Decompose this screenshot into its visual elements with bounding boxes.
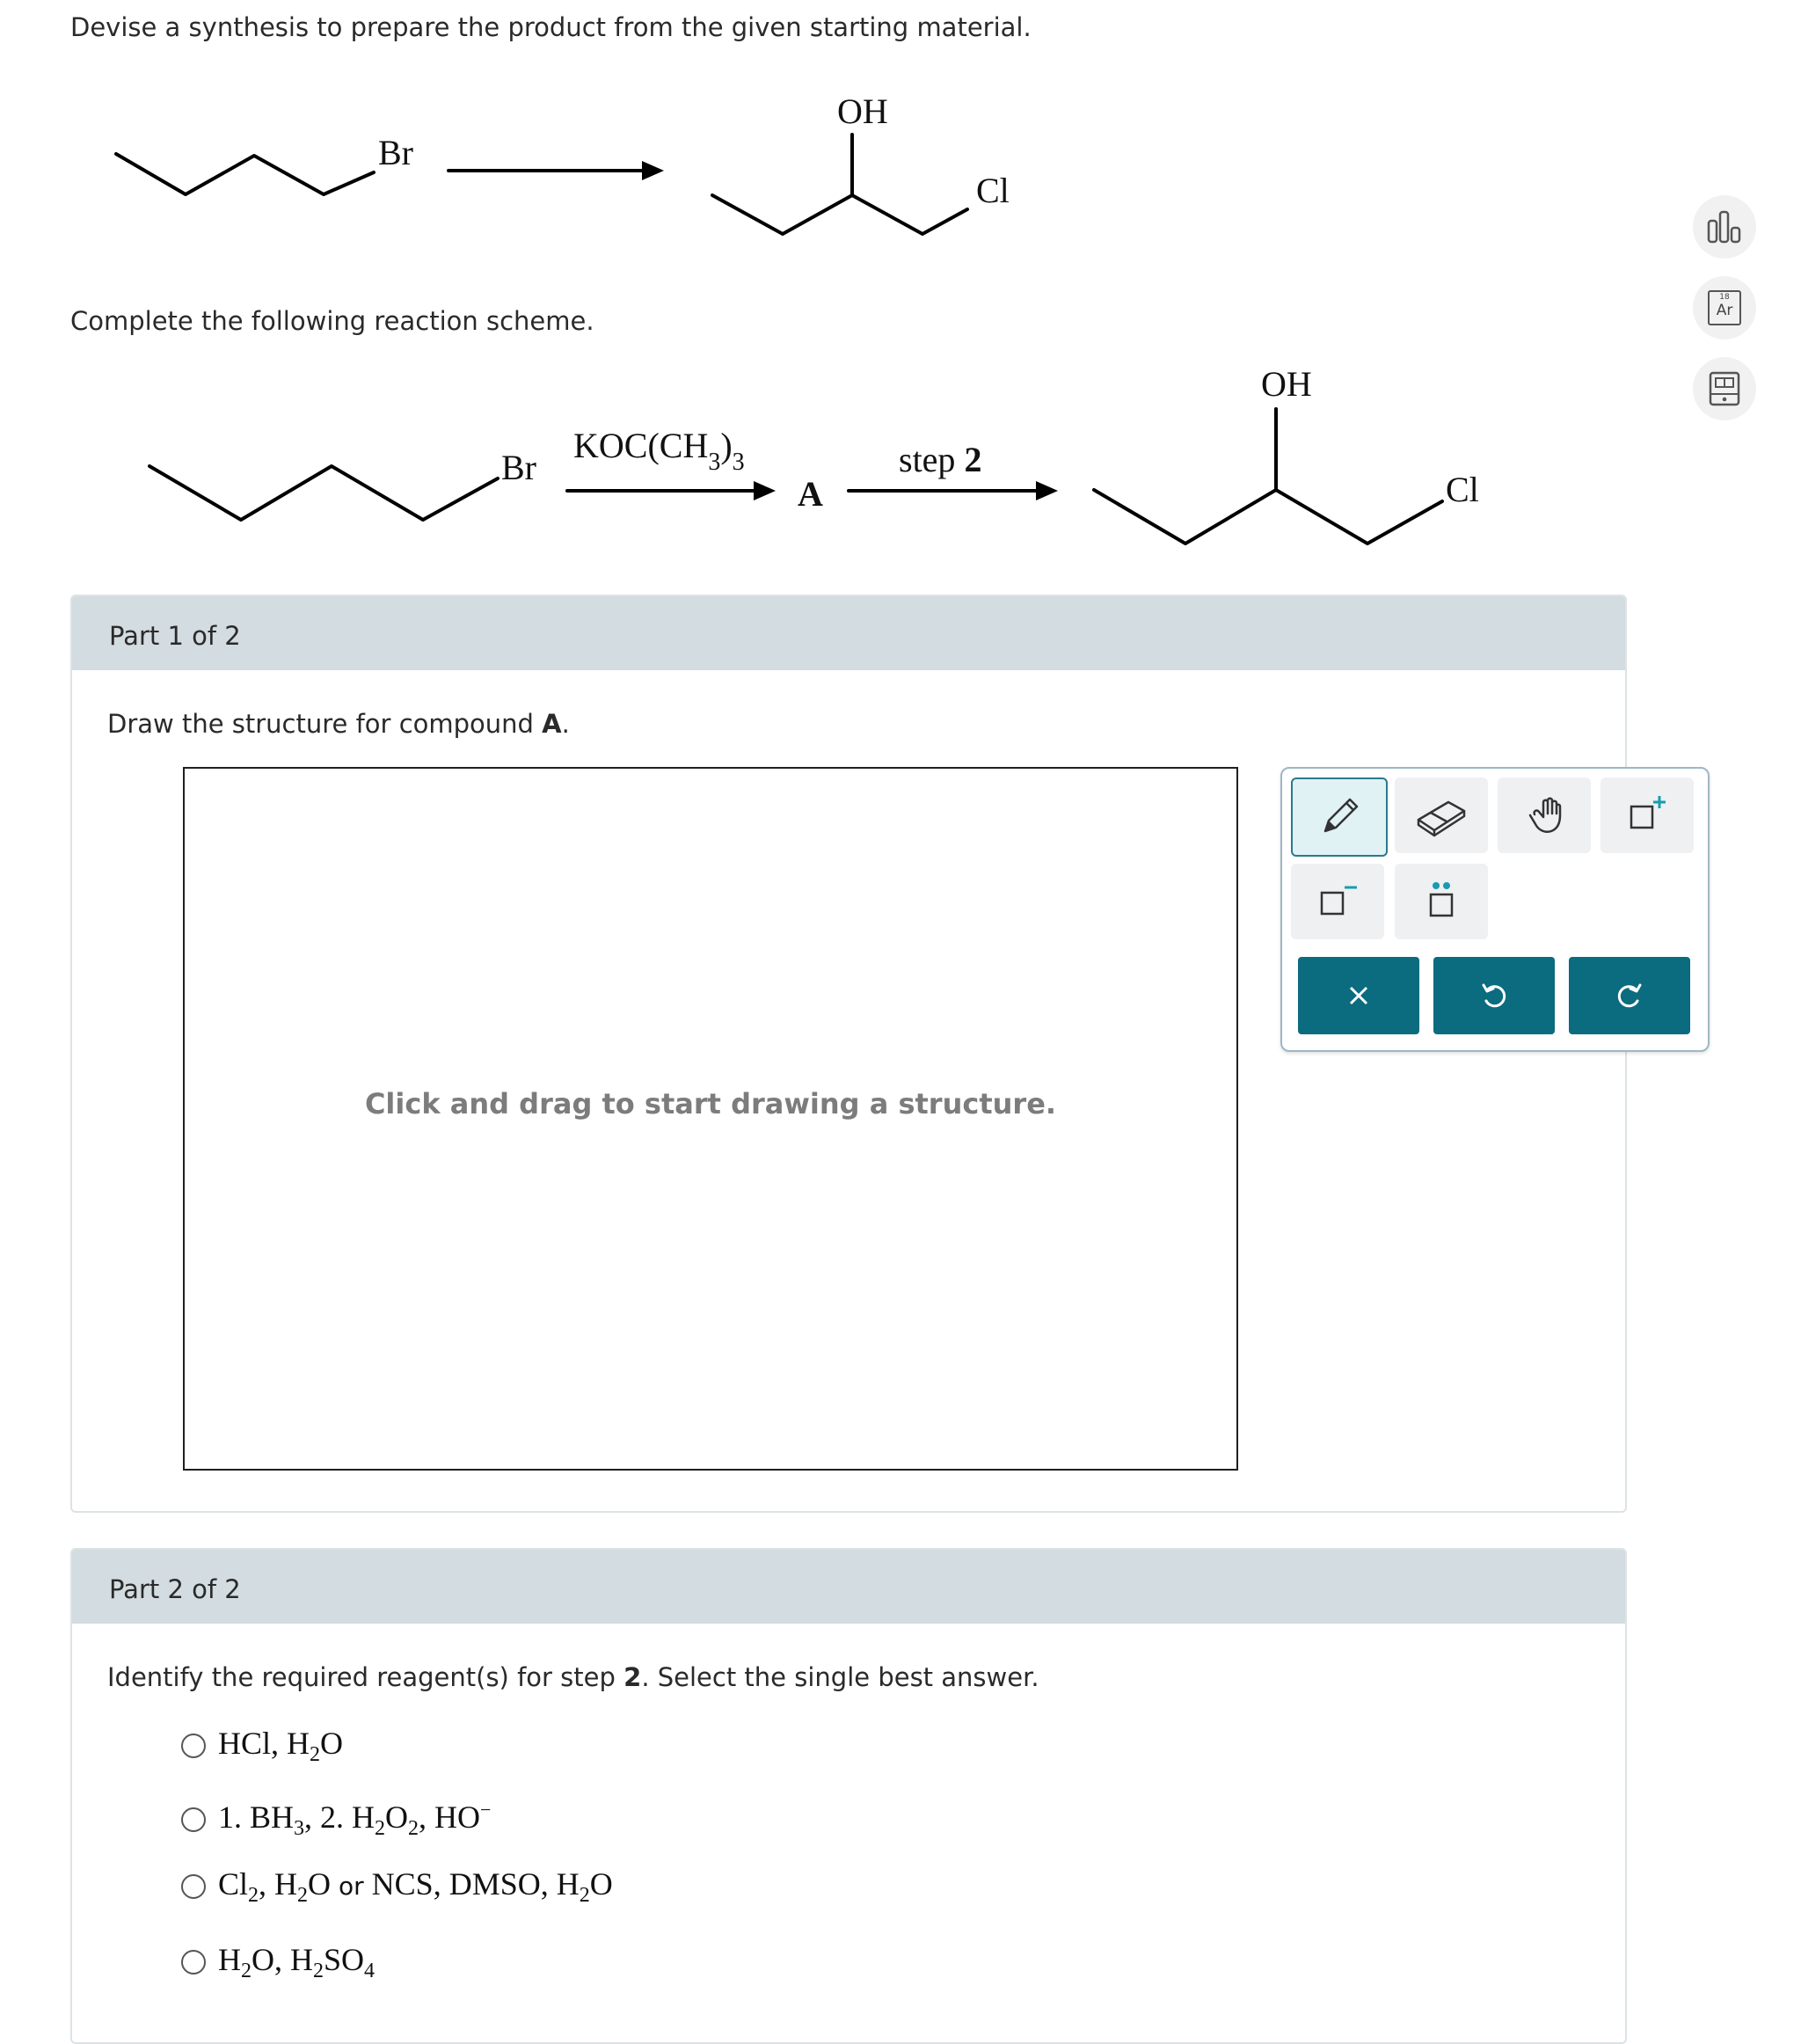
scheme-product-cl-label: Cl [1446,470,1479,509]
top-reaction-scheme [0,0,1143,264]
choice-hydroboration[interactable] [181,1798,491,1842]
calculator-button[interactable] [1693,357,1756,420]
part1-header-label: Part 1 of 2 [109,621,241,651]
clear-button[interactable] [1298,957,1419,1034]
undo-icon [1478,980,1510,1011]
product-skeleton [712,195,967,234]
redo-button[interactable] [1569,957,1690,1034]
eraser-icon [1413,793,1469,837]
product-oh-label: OH [837,91,888,131]
eraser-tool[interactable] [1395,777,1488,853]
step1-arrowhead [754,481,776,500]
choice-acid-hydration[interactable] [181,1940,375,1984]
reaction-scheme [0,352,1583,580]
scheme-instruction: Complete the following reaction scheme. [70,306,594,336]
choice-radio[interactable] [181,1734,206,1758]
choice-label-2: $Cl_2$, $H_2O$ or NCS, DMSO, $H_2O$ [218,1865,613,1908]
lone-pair-tool[interactable] [1395,864,1488,939]
add-charge-icon [1622,791,1672,840]
canvas-hint: Click and drag to start drawing a structure. [364,1087,1057,1121]
product-cl-label: Cl [976,171,1010,210]
choice-radio[interactable] [181,1874,206,1899]
periodic-symbol: Ar [1716,302,1733,319]
add-charge-tool[interactable] [1600,777,1694,853]
calculator-icon [1708,370,1741,407]
choice-label-3: $H_2O$, $H_2SO_4$ [218,1941,376,1983]
choice-radio[interactable] [181,1807,206,1832]
drawing-toolbox [1280,767,1710,1052]
pencil-icon [1313,791,1366,843]
scheme-product-skeleton [1094,490,1442,544]
periodic-table-icon [1708,290,1741,325]
hand-tool[interactable] [1498,777,1591,853]
negative-charge-icon [1313,877,1362,926]
choice-label-0: HCl, $H_2O$ [218,1725,344,1767]
starting-material-skeleton [116,154,374,194]
choice-halohydrin[interactable] [181,1865,613,1909]
scheme-product-oh-label: OH [1261,364,1312,404]
negative-charge-tool[interactable] [1291,864,1384,939]
redo-icon [1614,980,1645,1011]
chart-button[interactable] [1693,195,1756,259]
part1-header [72,596,1625,670]
reagent-koc-ch3-3: $KOC(CH_3)_3$ [573,426,745,476]
choice-label-1: 1. $BH_3$, 2. $H_2O_2$, HO− [218,1798,492,1841]
or-word: or [339,1871,364,1901]
hand-icon [1520,791,1569,840]
top-reaction-arrowhead [642,161,664,180]
part1-prompt: Draw the structure for compound A. [107,709,570,739]
step2-label: step 2 [899,440,982,479]
periodic-number: 18 [1719,293,1730,302]
question-intro: Devise a synthesis to prepare the product from the given starting material. [70,12,1032,42]
part2-header [72,1550,1625,1624]
choice-radio[interactable] [181,1950,206,1975]
choice-hcl-h2o[interactable] [181,1724,343,1768]
intermediate-a-label: A [798,474,823,514]
drawing-canvas[interactable] [183,767,1238,1471]
starting-material-br-label: Br [378,133,413,172]
scheme-starting-material-skeleton [149,466,498,520]
part2-prompt: Identify the required reagent(s) for step 2. Select the single best answer. [107,1662,1039,1692]
part2-header-label: Part 2 of 2 [109,1574,241,1604]
lone-pair-icon [1417,877,1466,926]
undo-button[interactable] [1433,957,1555,1034]
scheme-br-label: Br [501,448,536,487]
clear-icon [1344,981,1374,1011]
chart-icon [1706,208,1743,245]
pencil-tool[interactable] [1291,777,1388,857]
step2-arrowhead [1036,481,1058,500]
periodic-table-button[interactable] [1693,276,1756,339]
